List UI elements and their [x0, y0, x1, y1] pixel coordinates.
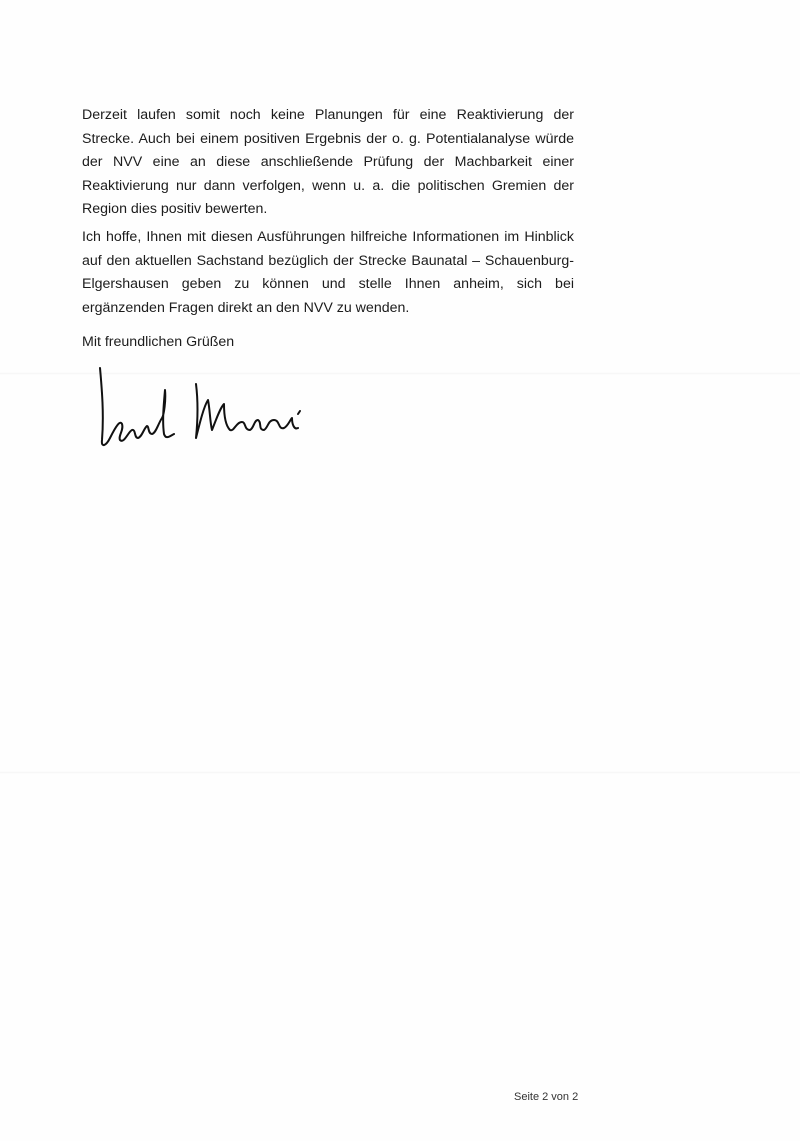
closing-salutation: Mit freundlichen Grüßen [82, 334, 235, 350]
paragraph-closing-remarks: Ich hoffe, Ihnen mit diesen Ausführungen hilfreiche Informationen im Hinblick auf den aktuellen Sachstand bezüglich der Strecke Baunatal – Schauenburg-Elgershausen geben zu können und stelle Ihnen anheim, sich bei ergänzenden Fragen direkt an den NVV zu wenden. [82, 229, 574, 316]
paragraph-planning-status: Derzeit laufen somit noch keine Planungen für eine Reaktivierung der Strecke. Auch bei einem positiven Ergebnis der o. g. Potentialanalyse würde der NVV eine an diese anschließende Prüfung der Machbarkeit einer Reaktivierung nur dann verfolgen, wenn u. a. die politischen Gremien der Region dies positiv bewerten. [82, 107, 574, 217]
paper-fold-line [0, 771, 800, 774]
signature-icon [92, 360, 307, 455]
page-number: Seite 2 von 2 [514, 1091, 579, 1103]
